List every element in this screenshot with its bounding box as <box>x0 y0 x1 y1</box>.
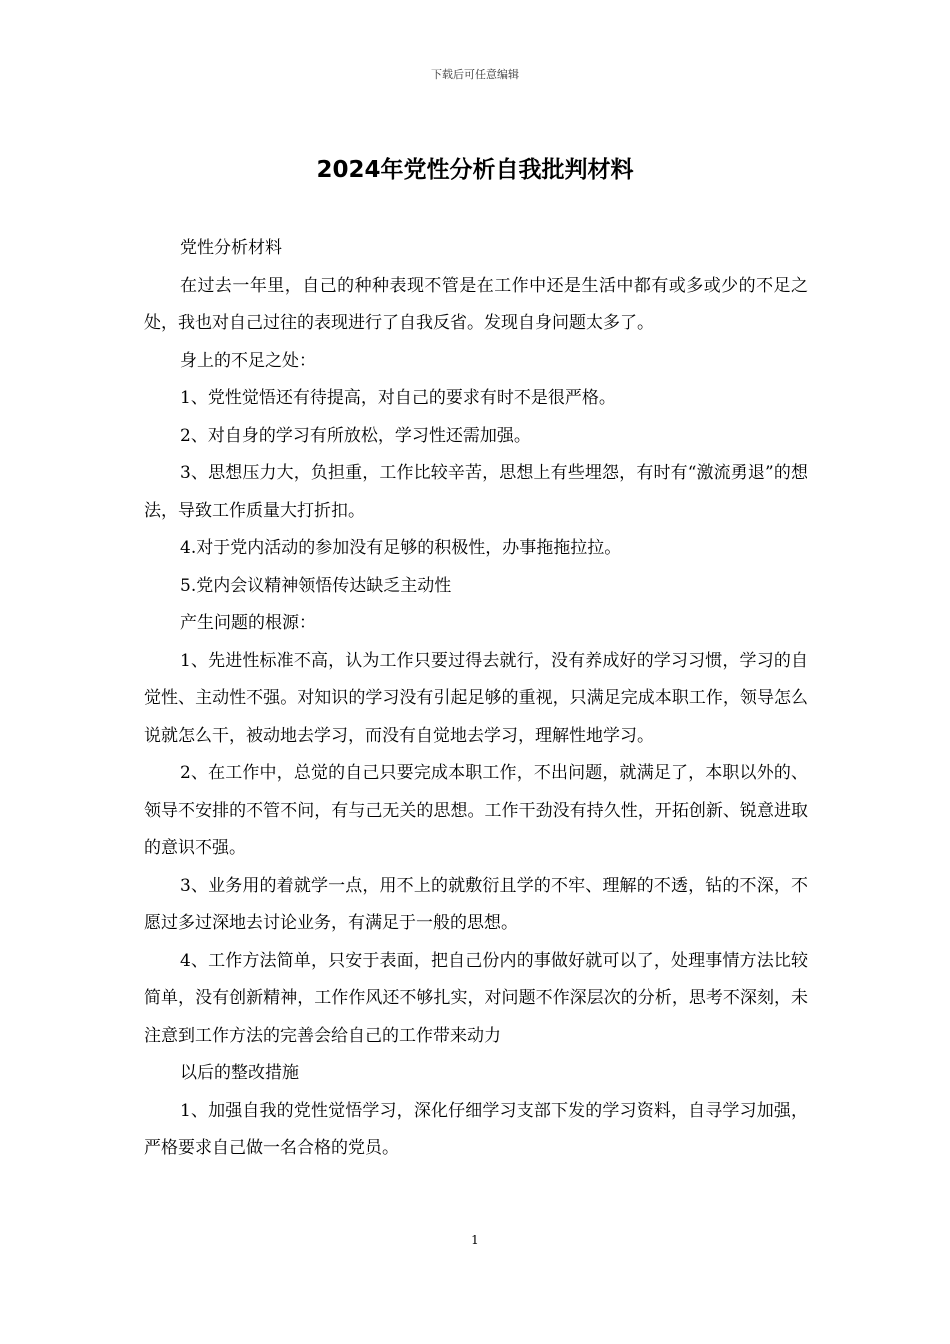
paragraph-root-2: 2、在工作中，总觉的自己只要完成本职工作，不出问题，就满足了，本职以外的、领导不安排的不管不问，有与己无关的思想。工作干劲没有持久性，开拓创新、锐意进取的意识不强。 <box>144 763 808 858</box>
paragraph-shortcoming-2: 2、对自身的学习有所放松，学习性还需加强。 <box>180 425 531 446</box>
paragraph-root-1: 1、先进性标准不高，认为工作只要过得去就行，没有养成好的学习习惯，学习的自觉性、主动性不强。对知识的学习没有引起足够的重视，只满足完成本职工作，领导怎么说就怎么干，被动地去学习，而没有自觉地去学习，理解性地学习。 <box>144 650 808 746</box>
paragraph-heading-shortcomings: 身上的不足之处： <box>180 350 316 371</box>
paragraph-heading-roots: 产生问题的根源： <box>180 613 316 633</box>
paragraph-heading-measures: 以后的整改措施 <box>180 1063 299 1083</box>
paragraph-root-3: 3、业务用的着就学一点，用不上的就敷衍且学的不牢、理解的不透，钻的不深，不愿过多过深地去讨论业务，有满足于一般的思想。 <box>144 875 808 933</box>
document-title: 2024年党性分析自我批判材料 <box>316 157 634 183</box>
paragraph-heading-analysis: 党性分析材料 <box>180 238 282 258</box>
paragraph-shortcoming-5: 5.党内会议精神领悟传达缺乏主动性 <box>180 575 452 596</box>
paragraph-shortcoming-1: 1、党性觉悟还有待提高，对自己的要求有时不是很严格。 <box>180 388 616 408</box>
paragraph-intro: 在过去一年里，自己的种种表现不管是在工作中还是生活中都有或多或少的不足之处，我也对自己过往的表现进行了自我反省。发现自身问题太多了。 <box>144 275 808 333</box>
paragraph-measure-1: 1、加强自我的党性觉悟学习，深化仔细学习支部下发的学习资料，自寻学习加强，严格要求自己做一名合格的党员。 <box>144 1100 808 1158</box>
header-note: 下载后可任意编辑 <box>431 68 519 81</box>
page-number: 1 <box>471 1233 479 1247</box>
paragraph-root-4: 4、工作方法简单，只安于表面，把自己份内的事做好就可以了，处理事情方法比较简单，没有创新精神，工作作风还不够扎实，对问题不作深层次的分析，思考不深刻，未注意到工作方法的完善会给自己的工作带来动力 <box>144 950 808 1046</box>
document-body <box>144 230 808 1168</box>
paragraph-shortcoming-3: 3、思想压力大，负担重，工作比较辛苦，思想上有些埋怨，有时有“激流勇退”的想法，导致工作质量大打折扣。 <box>144 463 808 521</box>
paragraph-shortcoming-4: 4.对于党内活动的参加没有足够的积极性，办事拖拖拉拉。 <box>180 538 622 558</box>
